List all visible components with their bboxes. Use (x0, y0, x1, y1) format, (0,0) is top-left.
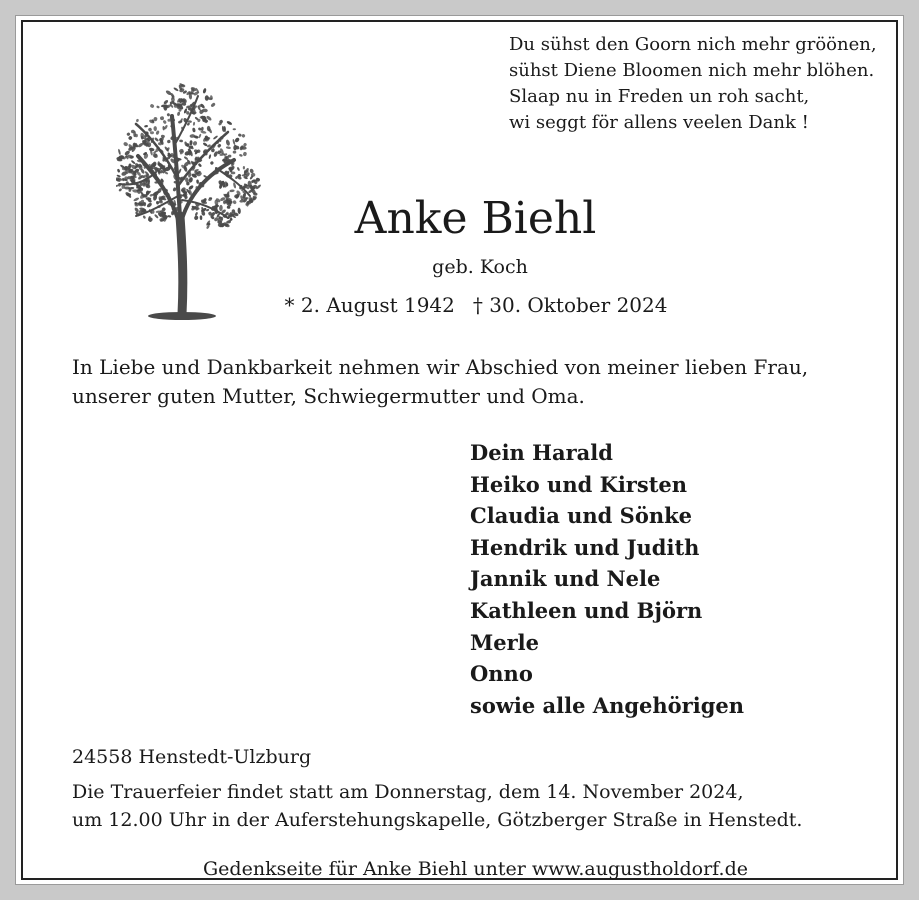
mourner: sowie alle Angehörigen (470, 692, 745, 718)
maiden-name: geb. Koch (432, 256, 528, 278)
place-line: 24558 Henstedt-Ulzburg (72, 746, 312, 768)
mourner: Dein Harald (470, 440, 613, 465)
memorial-page-line: Gedenkseite für Anke Biehl unter www.augustholdorf.de (203, 858, 748, 880)
life-dates (266, 290, 686, 320)
poem-line: wi seggt för allens veelen Dank ! (509, 112, 809, 133)
poem-verse (509, 32, 899, 136)
mourner: Claudia und Sönke (470, 503, 693, 529)
mourner: Jannik und Nele (470, 566, 661, 592)
mourners-list (470, 437, 870, 721)
mourner: Heiko und Kirsten (470, 471, 688, 497)
mourner: Onno (470, 661, 533, 687)
farewell-line: In Liebe und Dankbarkeit nehmen wir Abschied von meiner lieben Frau, (72, 355, 809, 379)
funeral-line: Die Trauerfeier findet statt am Donnerstag, dem 14. November 2024, (72, 781, 744, 803)
funeral-info (72, 778, 862, 834)
birth-date: * 2. August 1942 (284, 293, 455, 317)
poem-line: Slaap nu in Freden un roh sacht, (509, 86, 810, 107)
farewell-text (72, 353, 852, 411)
obituary-notice (15, 15, 904, 885)
mourner: Kathleen und Björn (470, 597, 703, 623)
funeral-line: um 12.00 Uhr in der Auferstehungskapelle, Götzberger Straße in Henstedt. (72, 809, 803, 831)
farewell-line: unserer guten Mutter, Schwiegermutter und Oma. (72, 384, 585, 408)
mourner: Hendrik und Judith (470, 534, 700, 560)
poem-line: Du sühst den Goorn nich mehr gröönen, (509, 34, 877, 55)
deceased-name: Anke Biehl (354, 193, 597, 244)
death-date: † 30. Oktober 2024 (472, 293, 668, 317)
mourner: Merle (470, 629, 540, 655)
poem-line: sühst Diene Bloomen nich mehr blöhen. (509, 60, 875, 81)
